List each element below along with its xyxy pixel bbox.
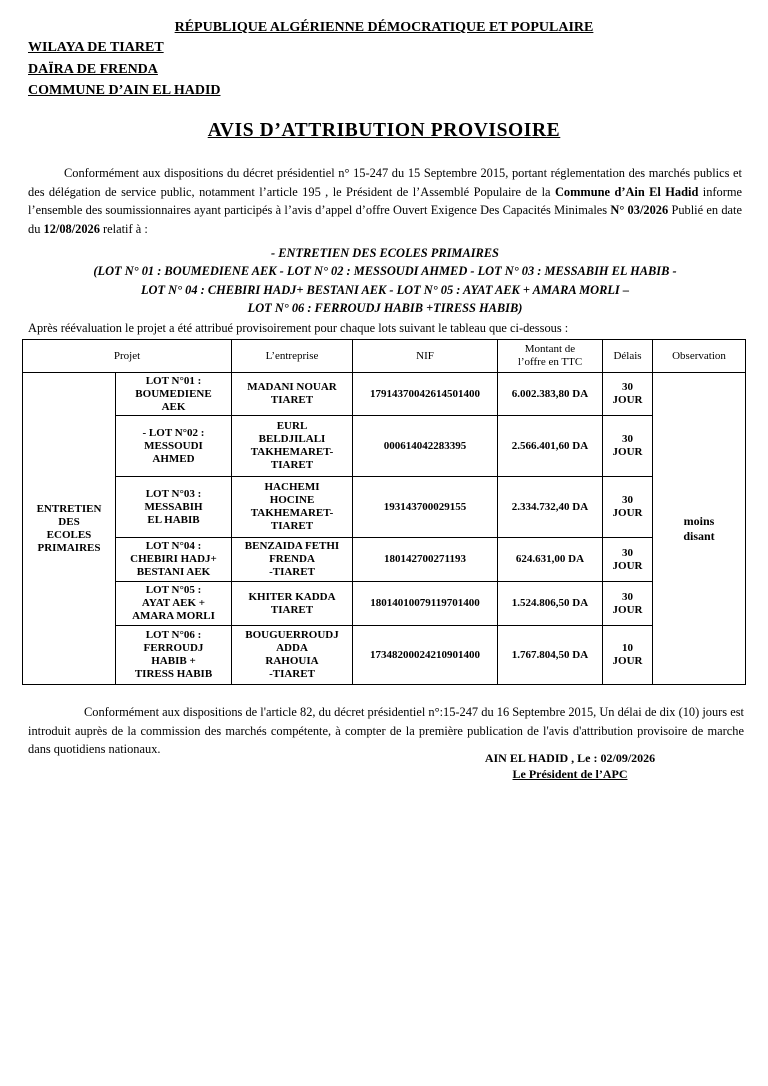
cell-text-line: LOT N°04 : (145, 540, 202, 552)
delai-cell (603, 416, 653, 477)
montant-cell: 2.566.401,60 DA (498, 416, 603, 477)
closing-paragraph: Conformément aux dispositions de l'article 82, du décret présidentiel n°:15-247 du 16 Septembre 2015, Un délai de dix (10) jours est introduit auprès de la commission des marchés compétente, à compter de la première publication de l'avis d'attribution provisoire de marche dans quotidiens nationaux. (28, 705, 744, 757)
cell-text-line: JOUR (612, 655, 643, 667)
intro-text-2: informe l’ensemble des soumissionnaires ayant participés à l’avis d’appel d’offre Ouvert Exigence Des Capacités Minimales (28, 184, 742, 218)
cell-text-line: TIARET (270, 603, 314, 616)
intro-text-4: relatif à : (99, 221, 148, 236)
cell-text-line: AHMED (152, 452, 195, 465)
header-montant (498, 340, 603, 373)
cell-text-line: BELDJILALI (258, 433, 326, 445)
lot-cell (116, 416, 232, 477)
header-delais: Délais (603, 340, 653, 373)
cell-text-line: 30 (622, 381, 633, 393)
cell-text-line: FRENDA (269, 553, 315, 565)
intro-text-1: Conformément aux dispositions du décret présidentiel n° 15-247 du 15 Septembre 2015, portant réglementation des marchés publics et des délégation de service public, notamment l’article 195 , le Président de l’Assemblé Populaire de la (28, 166, 742, 199)
table-row (23, 626, 746, 685)
header-montant-line2: l’offre en TTC (517, 356, 583, 368)
lots-line-1: - ENTRETIEN DES ECOLES PRIMAIRES (271, 246, 499, 260)
entreprise-cell (232, 626, 353, 685)
delai-cell (603, 582, 653, 626)
cell-text-line: LOT N°05 : (145, 584, 202, 596)
cell-text-line: 30 (622, 590, 633, 603)
lot-cell (116, 626, 232, 685)
lots-line-2: (LOT N° 01 : BOUMEDIENE AEK - LOT N° 02 : MESSOUDI AHMED - LOT N° 03 : MESSABIH EL HABIB - (93, 264, 677, 279)
cell-text-line: TIARET (270, 394, 314, 406)
cell-text-line: AMARA MORLI (132, 610, 215, 622)
intro-commune: Commune d’Ain El Hadid (554, 184, 699, 199)
document-title: AVIS D’ATTRIBUTION PROVISOIRE (207, 120, 561, 141)
entreprise-cell (232, 416, 353, 477)
montant-cell: 624.631,00 DA (498, 538, 603, 582)
cell-text-line: JOUR (612, 446, 643, 458)
cell-text-line: TIARET (270, 520, 314, 532)
cell-text-line: JOUR (612, 507, 643, 519)
lots-list (28, 244, 742, 318)
cell-text-line: 30 (622, 546, 633, 559)
cell-text-line: TAKHEMARET- (250, 446, 334, 458)
cell-text-line: TIRESS HABIB (134, 668, 213, 680)
project-line-2: DES (58, 515, 80, 528)
cell-text-line: 30 (622, 494, 633, 506)
cell-text-line: EURL (276, 420, 308, 432)
cell-text-line: JOUR (612, 559, 643, 572)
cell-text-line: MESSOUDI (144, 439, 203, 452)
table-row (23, 416, 746, 477)
nif-cell: 17348200024210901400 (353, 626, 498, 685)
lot-cell (116, 582, 232, 626)
table-row (23, 582, 746, 626)
entreprise-cell (232, 538, 353, 582)
signature-role: Le Président de l’APC (512, 767, 628, 781)
delai-cell (603, 538, 653, 582)
cell-text-line: 10 (622, 642, 633, 654)
daira-line: DAÏRA DE FRENDA (28, 62, 158, 77)
commune-line: COMMUNE D’AIN EL HADID (28, 83, 221, 98)
header-entreprise: L’entreprise (232, 340, 353, 373)
cell-text-line: LOT N°06 : (145, 629, 202, 641)
lots-line-3: LOT N° 04 : CHEBIRI HADJ+ BESTANI AEK - LOT N° 05 : AYAT AEK + AMARA MORLI – (140, 282, 630, 297)
header-projet: Projet (23, 340, 232, 373)
project-cell (23, 373, 116, 685)
project-line-4: PRIMAIRES (37, 541, 101, 554)
nif-cell: 18014010079119701400 (353, 582, 498, 626)
lot-cell (116, 373, 232, 416)
entreprise-cell (232, 477, 353, 538)
observation-cell (653, 373, 746, 685)
attribution-table (22, 339, 746, 685)
cell-text-line: JOUR (612, 394, 643, 406)
cell-text-line: BENZAIDA FETHI (244, 540, 340, 552)
header-observation: Observation (653, 340, 746, 373)
lot-cell (116, 538, 232, 582)
cell-text-line: MESSABIH (144, 500, 203, 513)
cell-text-line: HABIB + (151, 655, 196, 667)
nif-cell: 000614042283395 (353, 416, 498, 477)
cell-text-line: AEK (161, 400, 186, 413)
montant-cell: 2.334.732,40 DA (498, 477, 603, 538)
nif-cell: 193143700029155 (353, 477, 498, 538)
cell-text-line: FERROUDJ (143, 642, 204, 654)
entreprise-cell (232, 582, 353, 626)
delai-cell (603, 373, 653, 416)
cell-text-line: JOUR (612, 603, 643, 616)
intro-paragraph (28, 164, 742, 238)
cell-text-line: BOUGUERROUDJ (245, 629, 339, 641)
table-intro-text: Après réévaluation le projet a été attribué provisoirement pour chaque lots suivant le tableau que ci-dessous : (28, 321, 569, 335)
delai-cell (603, 626, 653, 685)
table-header-row (23, 340, 746, 373)
montant-cell: 6.002.383,80 DA (498, 373, 603, 416)
montant-cell: 1.524.806,50 DA (498, 582, 603, 626)
table-row (23, 477, 746, 538)
cell-text-line: LOT N°01 : (145, 374, 202, 387)
cell-text-line: HACHEMI (264, 481, 320, 493)
wilaya-line: WILAYA DE TIARET (28, 40, 164, 55)
table-row (23, 538, 746, 582)
cell-text-line: - LOT N°02 : (142, 426, 205, 439)
nif-cell: 17914370042614501400 (353, 373, 498, 416)
cell-text-line: ADDA (276, 642, 308, 654)
intro-tender-number: N° 03/2026 (610, 203, 669, 218)
cell-text-line: AYAT AEK + (141, 597, 206, 609)
observation-line-1: moins (683, 513, 715, 528)
country-header: RÉPUBLIQUE ALGÉRIENNE DÉMOCRATIQUE ET POPULAIRE (174, 20, 594, 35)
project-line-1: ENTRETIEN (36, 502, 102, 515)
observation-line-2: disant (683, 528, 715, 543)
cell-text-line: LOT N°03 : (145, 487, 202, 500)
nif-cell: 180142700271193 (353, 538, 498, 582)
cell-text-line: 30 (622, 433, 633, 445)
montant-cell: 1.767.804,50 DA (498, 626, 603, 685)
cell-text-line: TIARET (270, 459, 314, 471)
header-montant-line1: Montant de (524, 343, 576, 355)
cell-text-line: BESTANI AEK (136, 566, 211, 578)
intro-text-3: Publié en date du (28, 203, 742, 236)
cell-text-line: BOUMEDIENE (135, 387, 212, 400)
cell-text-line: EL HABIB (147, 513, 200, 526)
lot-cell (116, 477, 232, 538)
project-line-3: ECOLES (46, 528, 92, 541)
cell-text-line: -TIARET (269, 566, 315, 578)
cell-text-line: HOCINE (269, 494, 315, 506)
cell-text-line: RAHOUIA (265, 655, 319, 667)
intro-date: 12/08/2026 (43, 221, 100, 236)
header-nif: NIF (353, 340, 498, 373)
signature-place-date: AIN EL HADID , Le : 02/09/2026 (484, 751, 656, 765)
cell-text-line: CHEBIRI HADJ+ (130, 553, 217, 565)
cell-text-line: -TIARET (269, 668, 315, 680)
table-row (23, 373, 746, 416)
entreprise-cell (232, 373, 353, 416)
cell-text-line: KHITER KADDA (248, 590, 336, 603)
cell-text-line: MADANI NOUAR (247, 381, 337, 393)
delai-cell (603, 477, 653, 538)
cell-text-line: TAKHEMARET- (250, 507, 334, 519)
lots-line-4: LOT N° 06 : FERROUDJ HABIB +TIRESS HABIB) (247, 301, 523, 316)
